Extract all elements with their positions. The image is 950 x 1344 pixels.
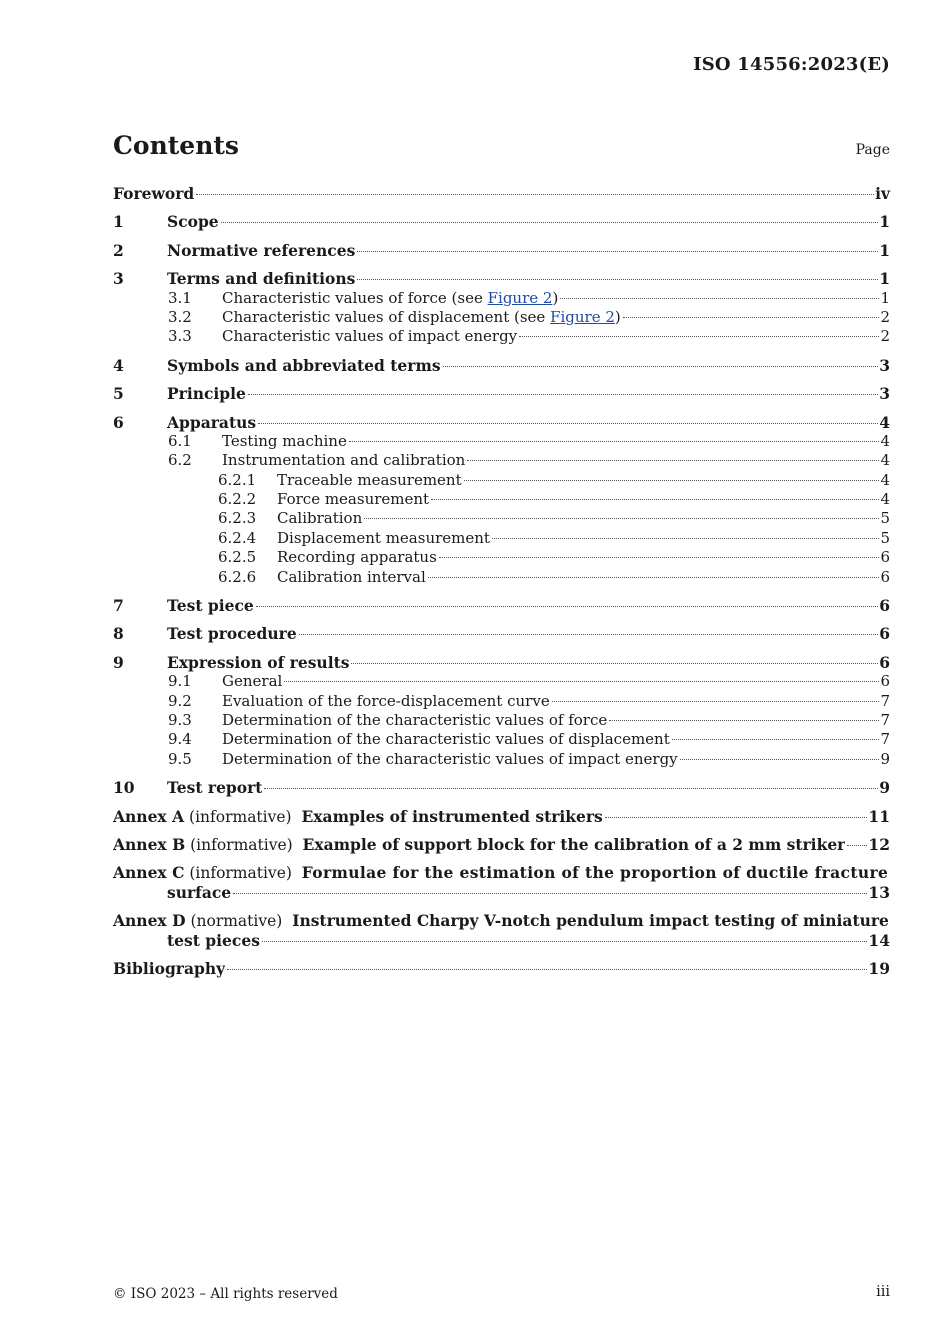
annex-continuation-line	[113, 931, 890, 950]
document-id: ISO 14556:2023(E)	[693, 54, 890, 75]
toc-title: Symbols and abbreviated terms	[167, 355, 441, 375]
dot-leader	[264, 788, 878, 789]
page-column-label: Page	[855, 142, 890, 158]
table-of-contents	[113, 184, 890, 978]
annex-type: (normative)	[190, 912, 283, 931]
dot-leader	[364, 518, 879, 519]
toc-title	[113, 807, 603, 827]
toc-page: 12	[868, 834, 890, 854]
toc-title: Expression of results	[167, 652, 350, 672]
toc-entry-6-2-4[interactable]	[113, 529, 890, 548]
dot-leader	[492, 538, 880, 539]
toc-entry-6-2-1[interactable]	[113, 471, 890, 490]
dot-leader	[284, 681, 879, 682]
toc-number: 9.1	[168, 672, 192, 691]
toc-number: 3	[113, 269, 124, 289]
toc-title: Characteristic values of impact energy	[222, 327, 518, 346]
toc-title: Scope	[167, 212, 219, 232]
toc-title-text: )	[614, 307, 621, 326]
dot-leader	[623, 317, 880, 318]
toc-page: 4	[880, 431, 890, 450]
toc-page: 9	[879, 778, 890, 798]
dot-leader	[605, 817, 868, 818]
toc-entry-bibliography[interactable]	[113, 959, 890, 978]
toc-page: 1	[879, 240, 890, 260]
toc-number: 6.2.1	[218, 470, 257, 489]
toc-number: 6.2.6	[218, 567, 257, 586]
annex-key: Annex A	[113, 806, 185, 826]
dot-leader	[233, 893, 867, 894]
toc-entry-9-1[interactable]	[113, 672, 890, 691]
dot-leader	[299, 634, 879, 635]
toc-entry-test-procedure[interactable]	[113, 624, 890, 643]
annex-title: Formulae for the estimation of the proportion of ductile fracture	[301, 863, 889, 883]
annex-type: (informative)	[189, 807, 292, 826]
toc-page: 6	[880, 548, 890, 567]
toc-page: 1	[879, 269, 890, 289]
toc-page: 7	[880, 691, 890, 710]
toc-number: 10	[113, 778, 135, 798]
toc-number: 5	[113, 384, 124, 404]
toc-entry-6-2-3[interactable]	[113, 509, 890, 528]
page-number: iii	[876, 1284, 890, 1300]
dot-leader	[464, 480, 880, 481]
toc-number: 3.1	[168, 288, 192, 307]
toc-number: 6.2.2	[218, 490, 257, 509]
dot-leader	[672, 739, 880, 740]
toc-entry-9-5[interactable]	[113, 750, 890, 769]
toc-number: 9.2	[168, 691, 192, 710]
toc-page: 19	[868, 958, 890, 978]
toc-page: 1	[880, 288, 890, 307]
toc-page: 1	[879, 212, 890, 232]
toc-title: Apparatus	[167, 412, 257, 432]
annex-first-line	[113, 863, 890, 882]
toc-entry-expression-of-results[interactable]	[113, 653, 890, 672]
toc-title: Displacement measurement	[277, 528, 490, 547]
toc-entry-9-2[interactable]	[113, 692, 890, 711]
dot-leader	[196, 194, 874, 195]
toc-number: 1	[113, 212, 124, 232]
toc-entry-3-2[interactable]	[113, 308, 890, 327]
dot-leader	[349, 441, 880, 442]
annex-key: Annex B	[113, 834, 186, 854]
toc-page: 5	[880, 528, 890, 547]
toc-page: 9	[880, 749, 890, 768]
toc-page: 6	[879, 624, 890, 644]
toc-number: 3.3	[168, 327, 192, 346]
toc-number: 6.2.3	[218, 509, 257, 528]
toc-title-text: )	[552, 288, 559, 307]
dot-leader	[248, 394, 878, 395]
toc-title-text: Characteristic values of displacement (see	[222, 307, 551, 326]
toc-page: 14	[868, 930, 890, 950]
toc-page: 4	[880, 470, 890, 489]
toc-title: General	[222, 672, 283, 691]
figure-2-link[interactable]: Figure 2	[550, 307, 615, 326]
toc-title: Foreword	[113, 184, 195, 203]
annex-title: Instrumented Charpy V-notch pendulum impact testing of miniature	[292, 911, 889, 931]
toc-title: Test procedure	[167, 624, 297, 644]
toc-number: 6.2.5	[218, 548, 257, 567]
toc-title: surface	[167, 882, 232, 902]
annex-continuation-line	[113, 883, 890, 902]
toc-title: Calibration interval	[277, 567, 426, 586]
dot-leader	[262, 941, 868, 942]
toc-page: 6	[879, 596, 890, 616]
toc-entry-9-3[interactable]	[113, 711, 890, 730]
annex-type: (informative)	[189, 864, 292, 883]
toc-page: 4	[880, 451, 890, 470]
toc-entry-6-1[interactable]	[113, 432, 890, 451]
toc-page: 6	[879, 652, 890, 672]
toc-entry-apparatus[interactable]	[113, 413, 890, 432]
annex-type: (informative)	[190, 835, 293, 854]
toc-entry-test-piece[interactable]	[113, 596, 890, 615]
toc-number: 9.5	[168, 749, 192, 768]
dot-leader	[443, 366, 879, 367]
dot-leader	[439, 557, 880, 558]
toc-number: 6.1	[168, 431, 192, 450]
toc-title: Test report	[167, 778, 263, 798]
dot-leader	[847, 845, 867, 846]
toc-title-text: Characteristic values of force (see	[222, 288, 488, 307]
toc-page: 3	[879, 384, 890, 404]
toc-title: test pieces	[167, 930, 260, 950]
toc-title: Traceable measurement	[277, 470, 462, 489]
toc-page: 4	[879, 412, 890, 432]
toc-page: 3	[879, 355, 890, 375]
dot-leader	[431, 499, 879, 500]
toc-page: 7	[880, 730, 890, 749]
toc-number: 9.3	[168, 710, 192, 729]
toc-number: 7	[113, 596, 124, 616]
toc-entry-test-report[interactable]	[113, 778, 890, 797]
dot-leader	[560, 298, 879, 299]
toc-title: Normative references	[167, 240, 356, 260]
toc-page: 13	[868, 882, 890, 902]
toc-title: Principle	[167, 384, 246, 404]
toc-page: 5	[880, 509, 890, 528]
toc-number: 9.4	[168, 730, 192, 749]
toc-title	[113, 835, 845, 855]
dot-leader	[351, 663, 878, 664]
toc-page: 6	[880, 567, 890, 586]
dot-leader	[609, 720, 879, 721]
copyright-notice: © ISO 2023 – All rights reserved	[113, 1286, 338, 1302]
toc-number: 2	[113, 240, 124, 260]
dot-leader	[680, 759, 880, 760]
dot-leader	[357, 279, 878, 280]
toc-title	[222, 308, 621, 327]
toc-title: Calibration	[277, 509, 363, 528]
toc-title	[222, 289, 558, 308]
toc-title: Recording apparatus	[277, 548, 437, 567]
toc-entry-terms-definitions[interactable]	[113, 269, 890, 288]
toc-title: Instrumentation and calibration	[222, 451, 466, 470]
annex-key: Annex D	[113, 911, 186, 931]
toc-entry-principle[interactable]	[113, 384, 890, 403]
toc-entry-annex-d[interactable]	[113, 911, 890, 950]
toc-title: Evaluation of the force-displacement curve	[222, 691, 550, 710]
toc-entry-foreword[interactable]	[113, 184, 890, 203]
dot-leader	[256, 606, 878, 607]
dot-leader	[357, 251, 878, 252]
annex-title: Examples of instrumented strikers	[301, 806, 603, 826]
toc-entry-normative-references[interactable]	[113, 241, 890, 260]
dot-leader	[227, 969, 867, 970]
toc-title: Test piece	[167, 596, 254, 616]
toc-entry-annex-a[interactable]	[113, 807, 890, 826]
toc-page: 11	[868, 806, 890, 826]
dot-leader	[428, 577, 880, 578]
toc-page: 6	[880, 672, 890, 691]
annex-key: Annex C	[113, 863, 185, 883]
toc-entry-annex-c[interactable]	[113, 863, 890, 902]
contents-heading: Contents	[113, 131, 240, 160]
toc-title: Force measurement	[277, 490, 430, 509]
toc-number: 4	[113, 355, 124, 375]
toc-entry-annex-b[interactable]	[113, 835, 890, 854]
toc-title: Determination of the characteristic values of force	[222, 710, 608, 729]
annex-first-line	[113, 911, 890, 930]
toc-entry-6-2[interactable]	[113, 451, 890, 470]
toc-title: Testing machine	[222, 431, 347, 450]
toc-entry-6-2-2[interactable]	[113, 490, 890, 509]
toc-title: Determination of the characteristic values of displacement	[222, 730, 670, 749]
toc-number: 6	[113, 412, 124, 432]
toc-page: 2	[880, 307, 890, 326]
toc-number: 6.2.4	[218, 528, 257, 547]
toc-page: 7	[880, 710, 890, 729]
toc-page: iv	[875, 184, 890, 203]
toc-number: 9	[113, 652, 124, 672]
toc-title: Determination of the characteristic values of impact energy	[222, 749, 678, 768]
toc-number: 3.2	[168, 307, 192, 326]
toc-title: Terms and definitions	[167, 269, 356, 289]
annex-title: Example of support block for the calibration of a 2 mm striker	[302, 834, 846, 854]
toc-entry-3-3[interactable]	[113, 327, 890, 346]
toc-page: 2	[880, 327, 890, 346]
dot-leader	[467, 460, 879, 461]
toc-entry-scope[interactable]	[113, 212, 890, 231]
toc-entry-9-4[interactable]	[113, 730, 890, 749]
dot-leader	[258, 423, 878, 424]
toc-number: 6.2	[168, 451, 192, 470]
toc-entry-6-2-5[interactable]	[113, 548, 890, 567]
toc-entry-6-2-6[interactable]	[113, 568, 890, 587]
toc-page: 4	[880, 490, 890, 509]
toc-entry-symbols[interactable]	[113, 356, 890, 375]
figure-2-link[interactable]: Figure 2	[487, 288, 553, 307]
toc-entry-3-1[interactable]	[113, 289, 890, 308]
dot-leader	[552, 701, 880, 702]
toc-title: Bibliography	[113, 958, 226, 978]
dot-leader	[519, 336, 879, 337]
toc-number: 8	[113, 624, 124, 644]
dot-leader	[221, 222, 879, 223]
